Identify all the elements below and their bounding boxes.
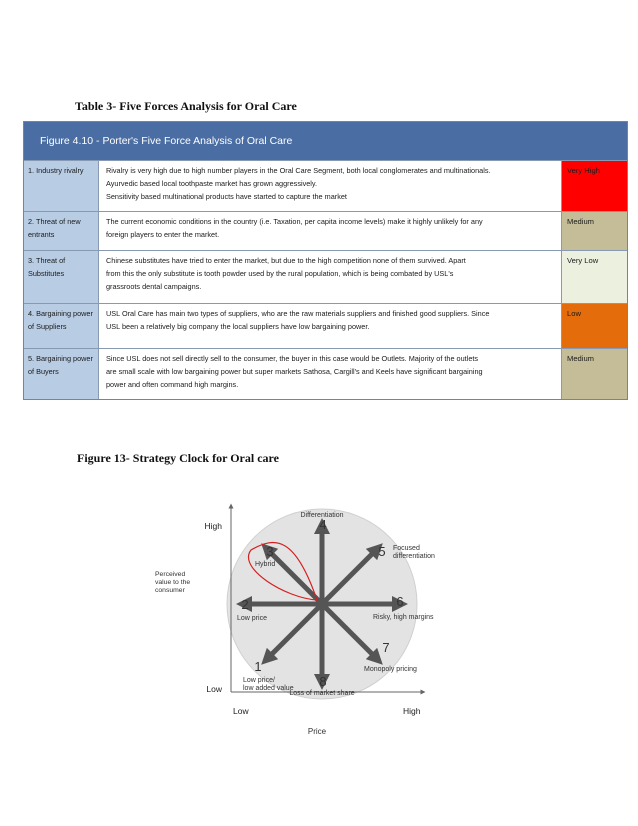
description-line: USL Oral Care has main two types of suppliers, who are the raw materials suppliers and finished good suppliers. Since	[106, 309, 490, 318]
description-line: Ayurvedic based local toothpaste market has grown aggressively.	[106, 179, 318, 188]
position-label: Low price	[237, 615, 267, 622]
force-description	[99, 161, 562, 211]
position-number: 2	[241, 597, 249, 612]
description-line: power and often command high margins.	[106, 380, 239, 389]
position-number: 4	[319, 517, 327, 532]
figure-caption: Figure 13- Strategy Clock for Oral care	[77, 451, 279, 465]
force-label: 4. Bargaining power of Suppliers	[24, 304, 99, 348]
five-forces-row	[24, 303, 627, 348]
force-label: 3. Threat of Substitutes	[24, 251, 99, 303]
five-forces-row	[24, 250, 627, 303]
five-forces-row	[24, 211, 627, 250]
strategy-clock-svg	[145, 496, 485, 736]
position-number: 1	[254, 659, 262, 674]
position-number: 8	[319, 674, 327, 689]
x-axis-high-label: High	[403, 706, 421, 716]
position-label: Hybrid	[255, 561, 276, 568]
description-line: Sensitivity based multinational products have started to capture the market	[106, 192, 347, 201]
force-description	[99, 251, 562, 303]
force-label: 5. Bargaining power of Buyers	[24, 349, 99, 399]
position-label: Low price/	[243, 677, 275, 684]
five-forces-row	[24, 348, 627, 399]
five-forces-rows	[24, 160, 627, 399]
description-line: The current economic conditions in the country (i.e. Taxation, per capita income levels) make it highly unlikely for any	[106, 217, 483, 226]
five-forces-header: Figure 4.10 - Porter's Five Force Analysis of Oral Care	[24, 122, 627, 160]
position-number: 5	[378, 544, 386, 559]
position-label: Monopoly pricing	[364, 666, 417, 673]
strategy-clock-figure	[145, 496, 485, 736]
x-axis-title: Price	[307, 727, 327, 736]
description-line: USL been a relatively big company the local suppliers have low bargaining power.	[106, 322, 370, 331]
x-axis-low-label: Low	[233, 706, 249, 716]
force-rating: Medium	[562, 212, 627, 250]
y-axis-title: Perceived	[155, 571, 186, 578]
description-line: grassroots dental campaigns.	[106, 282, 202, 291]
position-label: low added value	[243, 685, 294, 692]
force-description	[99, 212, 562, 250]
position-label: Loss of market share	[289, 690, 355, 697]
y-axis-high-label: High	[204, 521, 222, 531]
force-label: 1. Industry rivalry	[24, 161, 99, 211]
five-forces-table	[23, 121, 628, 400]
y-axis-title: value to the	[155, 579, 191, 586]
position-number: 7	[382, 640, 390, 655]
position-label: Risky, high margins	[373, 614, 434, 621]
force-label: 2. Threat of new entrants	[24, 212, 99, 250]
force-rating: Very Low	[562, 251, 627, 303]
force-description	[99, 304, 562, 348]
description-line: are small scale with low bargaining power but super markets Sathosa, Cargill's and Keels have significant bargaining	[106, 367, 483, 376]
force-rating: Low	[562, 304, 627, 348]
description-line: Since USL does not sell directly sell to the consumer, the buyer in this case would be Outlets. Majority of the outlets	[106, 354, 479, 363]
y-axis-low-label: Low	[206, 684, 222, 694]
force-rating: Medium	[562, 349, 627, 399]
description-line: Chinese substitutes have tried to enter the market, but due to the high competition none of them survived. Apart	[106, 256, 466, 265]
description-line: Rivalry is very high due to high number players in the Oral Care Segment, both local conglomerates and multinationals.	[106, 166, 491, 175]
position-label: Focused	[393, 545, 420, 552]
force-description	[99, 349, 562, 399]
position-label: Differentiation	[300, 512, 344, 519]
five-forces-row	[24, 160, 627, 211]
position-number: 6	[396, 594, 404, 609]
y-axis-title: consumer	[155, 587, 185, 594]
force-rating: Very High	[562, 161, 627, 211]
table-caption: Table 3- Five Forces Analysis for Oral Care	[75, 99, 297, 113]
description-line: from this the only substitute is tooth powder used by the rural population, which is being combated by USL's	[106, 269, 454, 278]
position-number: 3	[266, 544, 274, 559]
description-line: foreign players to enter the market.	[106, 230, 220, 239]
position-label: differentiation	[393, 553, 435, 560]
